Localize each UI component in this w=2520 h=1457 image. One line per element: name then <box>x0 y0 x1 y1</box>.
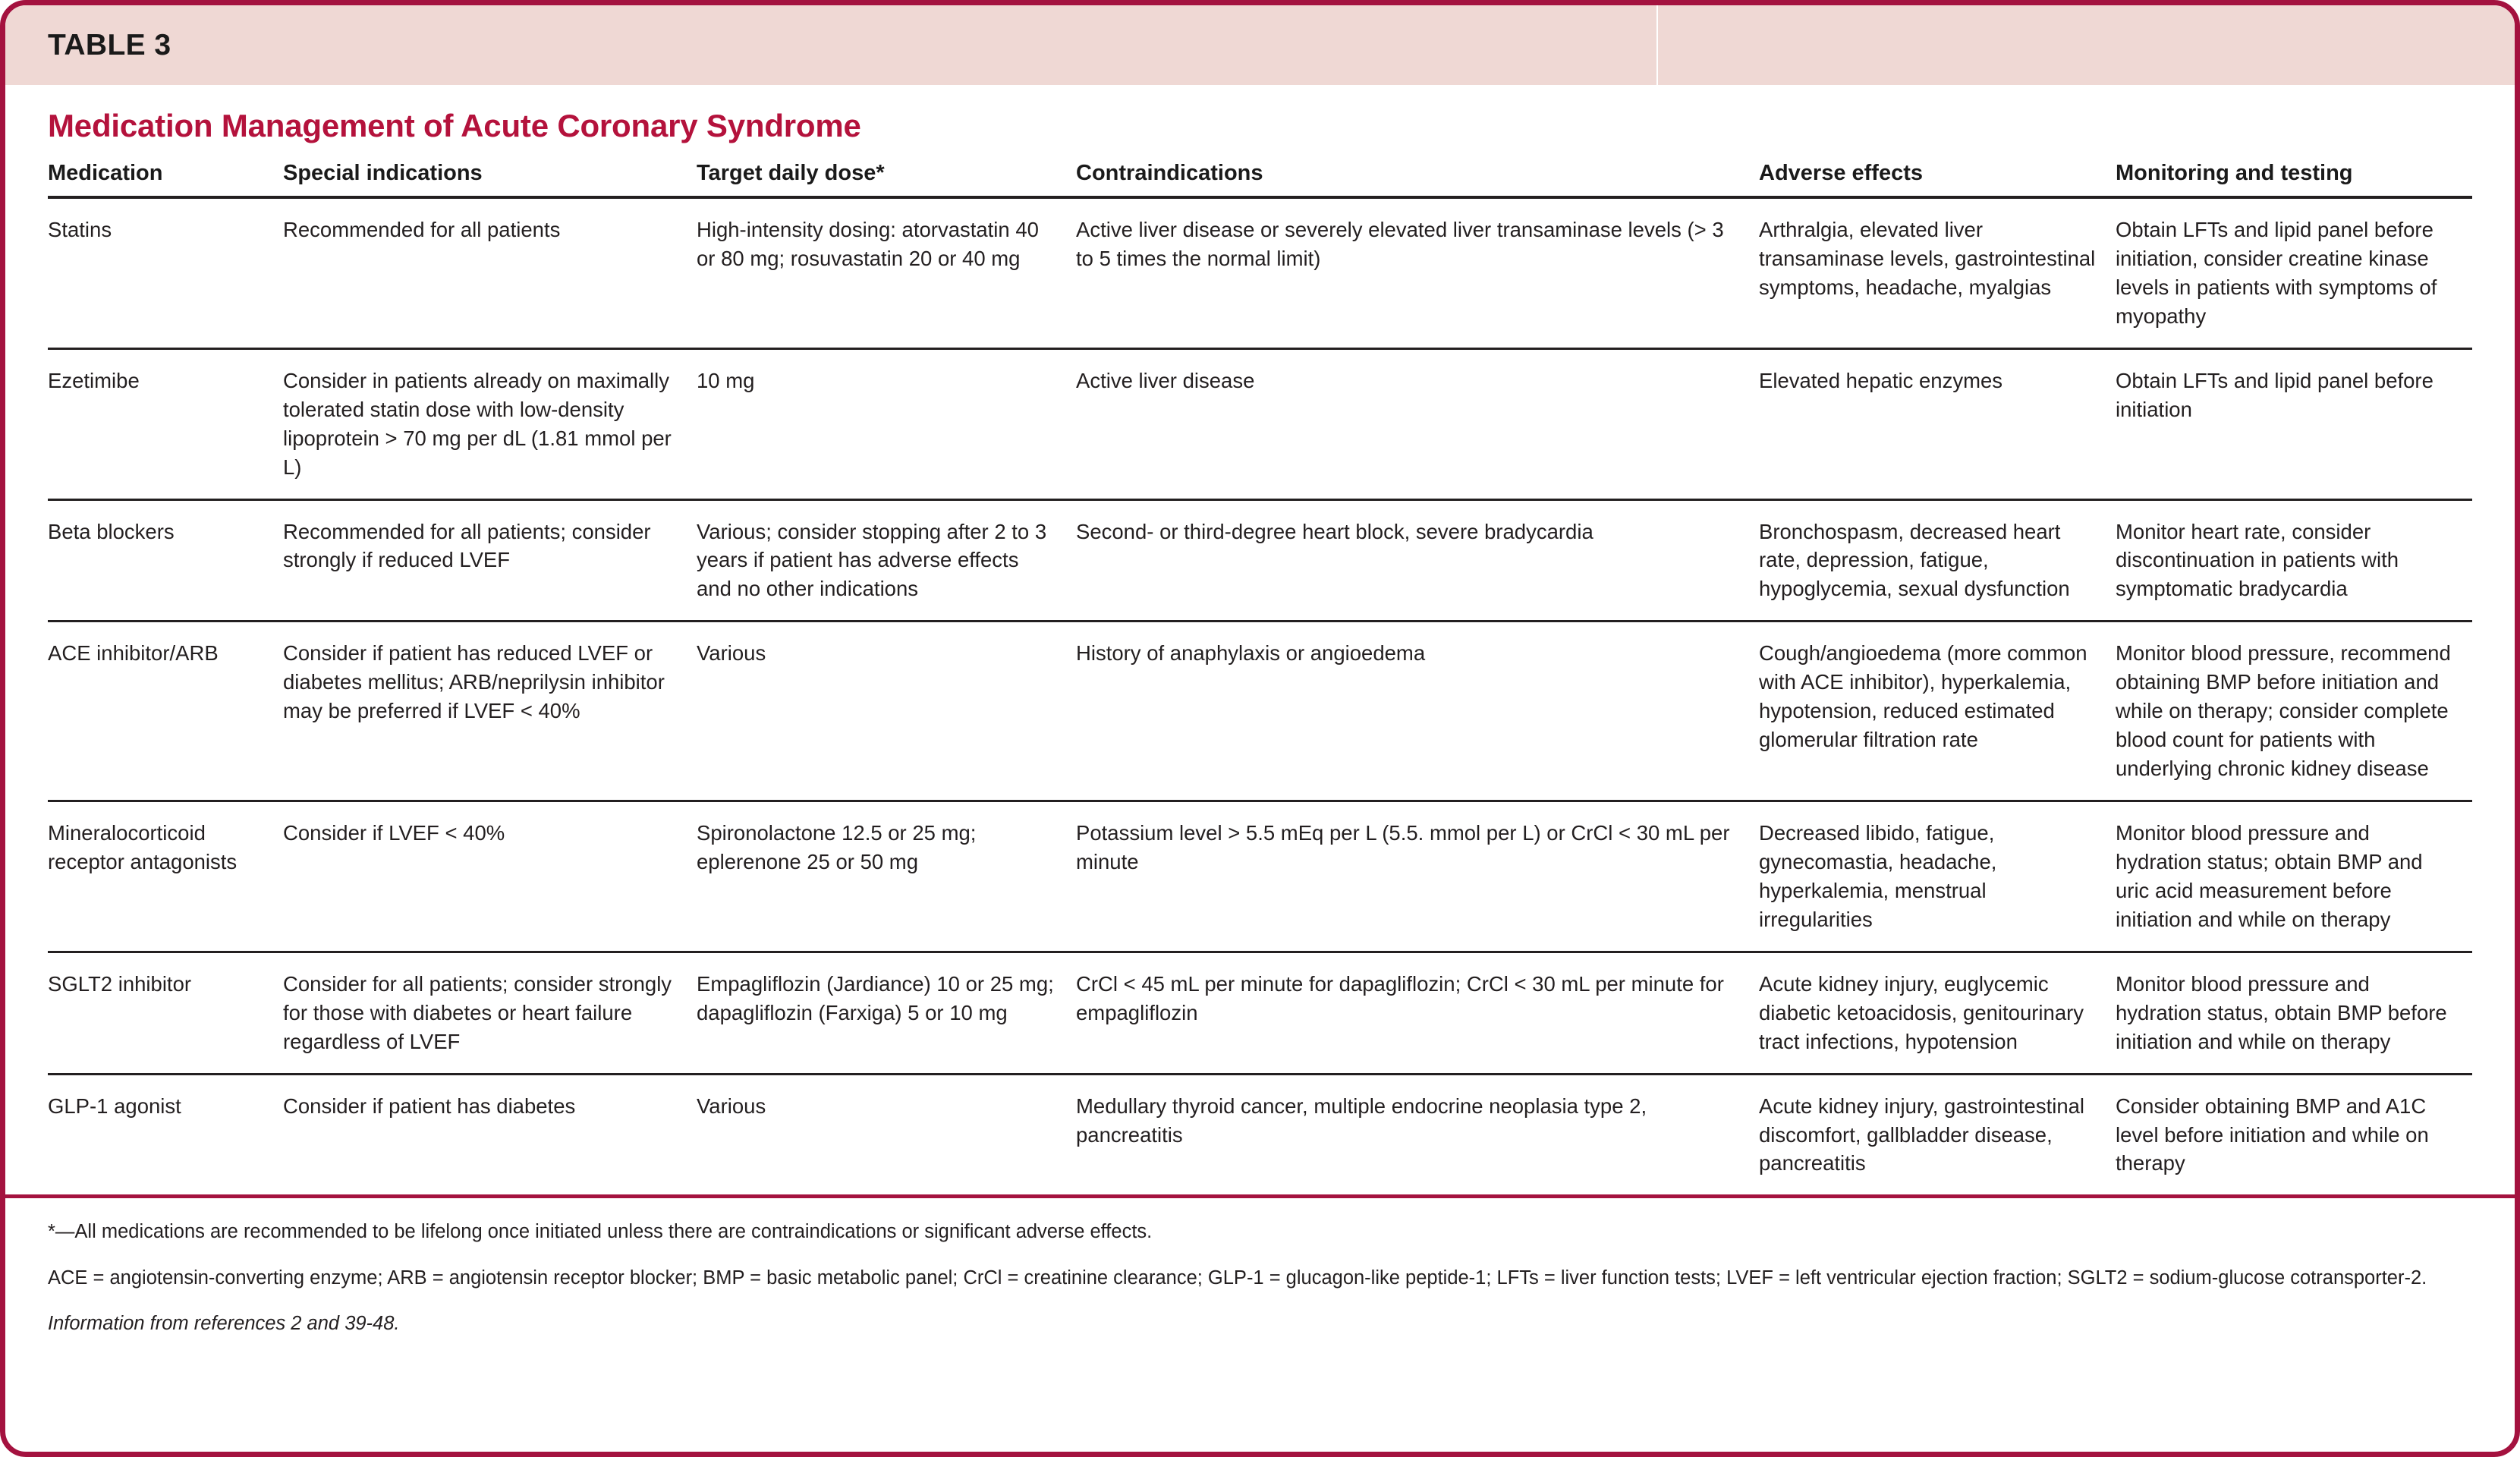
column-header-special-indications: Special indications <box>283 161 483 185</box>
cell-monitoring-and-testing: Consider obtaining BMP and A1C level before initiation and while on therapy <box>2116 1094 2429 1175</box>
table-title: Medication Management of Acute Coronary Syndrome <box>48 108 861 143</box>
cell-special-indications: Consider in patients already on maximally tolerated statin dose with low-density lipoprotein > 70 mg per dL (1.81 mmol per L) <box>283 368 672 479</box>
column-header-medication: Medication <box>48 161 163 185</box>
table-row <box>48 199 2472 350</box>
cell-medication: ACE inhibitor/ARB <box>48 641 219 666</box>
cell-medication: Statins <box>48 218 112 241</box>
banner-divider <box>1656 5 1658 85</box>
cell-target-daily-dose: Various <box>697 641 766 666</box>
cell-monitoring-and-testing: Monitor blood pressure and hydration status, obtain BMP before initiation and while on therapy <box>2116 971 2447 1053</box>
cell-adverse-effects: Elevated hepatic enzymes <box>1759 368 2003 392</box>
cell-medication: Mineralocorticoid receptor antagonists <box>48 821 238 873</box>
cell-medication: Beta blockers <box>48 519 175 543</box>
cell-medication: SGLT2 inhibitor <box>48 971 192 996</box>
table-number-label: TABLE 3 <box>48 28 171 61</box>
cell-contraindications: Potassium level > 5.5 mEq per L (5.5. mmol per L) or CrCl < 30 mL per minute <box>1076 821 1730 873</box>
cell-monitoring-and-testing: Obtain LFTs and lipid panel before initiation <box>2116 368 2433 421</box>
cell-monitoring-and-testing: Monitor blood pressure, recommend obtaining BMP before initiation and while on therapy; consider complete blood count for patients with underlying chronic kidney disease <box>2116 641 2451 781</box>
cell-contraindications: Medullary thyroid cancer, multiple endocrine neoplasia type 2, pancreatitis <box>1076 1094 1647 1147</box>
cell-special-indications: Recommended for all patients; consider strongly if reduced LVEF <box>283 519 651 572</box>
cell-adverse-effects: Arthralgia, elevated liver transaminase levels, gastrointestinal symptoms, headache, myalgias <box>1759 218 2096 299</box>
cell-adverse-effects: Acute kidney injury, gastrointestinal discomfort, gallbladder disease, pancreatitis <box>1759 1094 2085 1175</box>
table-grid <box>5 144 2515 1194</box>
cell-special-indications: Consider if patient has diabetes <box>283 1094 576 1118</box>
cell-target-daily-dose: High-intensity dosing: atorvastatin 40 or 80 mg; rosuvastatin 20 or 40 mg <box>697 218 1039 270</box>
cell-special-indications: Consider for all patients; consider strongly for those with diabetes or heart failure regardless of LVEF <box>283 971 672 1053</box>
column-header-monitoring-and-testing: Monitoring and testing <box>2116 161 2353 185</box>
cell-contraindications: Active liver disease or severely elevated liver transaminase levels (> 3 to 5 times the normal limit) <box>1076 218 1724 270</box>
cell-adverse-effects: Acute kidney injury, euglycemic diabetic ketoacidosis, genitourinary tract infections, hypotension <box>1759 971 2084 1053</box>
column-header-target-daily-dose: Target daily dose* <box>697 161 885 185</box>
column-header-adverse-effects: Adverse effects <box>1759 161 1923 185</box>
cell-contraindications: Second- or third-degree heart block, severe bradycardia <box>1076 519 1593 543</box>
table-row <box>48 802 2472 953</box>
cell-monitoring-and-testing: Obtain LFTs and lipid panel before initiation, consider creatine kinase levels in patients with symptoms of myopathy <box>2116 218 2437 328</box>
table-row <box>48 350 2472 501</box>
cell-medication: GLP-1 agonist <box>48 1094 181 1118</box>
footnotes-section <box>5 1198 2515 1337</box>
cell-target-daily-dose: Spironolactone 12.5 or 25 mg; eplerenone 25 or 50 mg <box>697 821 977 873</box>
cell-adverse-effects: Cough/angioedema (more common with ACE inhibitor), hyperkalemia, hypotension, reduced estimated glomerular filtration rate <box>1759 641 2087 752</box>
cell-monitoring-and-testing: Monitor heart rate, consider discontinuation in patients with symptomatic bradycardia <box>2116 519 2399 601</box>
cell-medication: Ezetimibe <box>48 368 140 392</box>
cell-special-indications: Consider if patient has reduced LVEF or diabetes mellitus; ARB/neprilysin inhibitor may be preferred if LVEF < 40% <box>283 641 665 723</box>
cell-special-indications: Consider if LVEF < 40% <box>283 821 505 845</box>
table-header-row <box>48 144 2472 199</box>
cell-special-indications: Recommended for all patients <box>283 218 561 241</box>
cell-contraindications: CrCl < 45 mL per minute for dapagliflozin; CrCl < 30 mL per minute for empagliflozin <box>1076 971 1724 1024</box>
table-row <box>48 622 2472 802</box>
cell-target-daily-dose: Empagliflozin (Jardiance) 10 or 25 mg; dapagliflozin (Farxiga) 5 or 10 mg <box>697 971 1054 1024</box>
cell-target-daily-dose: Various <box>697 1094 766 1118</box>
cell-monitoring-and-testing: Monitor blood pressure and hydration status; obtain BMP and uric acid measurement before initiation and while on therapy <box>2116 821 2423 931</box>
cell-contraindications: History of anaphylaxis or angioedema <box>1076 641 1426 666</box>
cell-target-daily-dose: 10 mg <box>697 368 755 392</box>
cell-adverse-effects: Decreased libido, fatigue, gynecomastia, headache, hyperkalemia, menstrual irregularities <box>1759 821 1997 931</box>
footnote-abbreviations: ACE = angiotensin-converting enzyme; ARB = angiotensin receptor blocker; BMP = basic metabolic panel; CrCl = creatinine clearance; GLP-1 = glucagon-like peptide-1; LFTs = liver function tests; LVEF = left ventricular ejection fraction; SGLT2 = sodium-glucose cotransporter-2. <box>48 1267 2427 1289</box>
footnote-asterisk: *—All medications are recommended to be lifelong once initiated unless there are contraindications or significant adverse effects. <box>48 1221 1153 1243</box>
table-row <box>48 1075 2472 1195</box>
footnote-source: Information from references 2 and 39-48. <box>48 1312 400 1334</box>
table-row <box>48 953 2472 1075</box>
table-row <box>48 501 2472 623</box>
column-header-contraindications: Contraindications <box>1076 161 1263 185</box>
table-banner <box>5 5 2515 85</box>
cell-contraindications: Active liver disease <box>1076 368 1255 392</box>
cell-adverse-effects: Bronchospasm, decreased heart rate, depression, fatigue, hypoglycemia, sexual dysfunction <box>1759 519 2070 601</box>
cell-target-daily-dose: Various; consider stopping after 2 to 3 years if patient has adverse effects and no other indications <box>697 519 1047 601</box>
